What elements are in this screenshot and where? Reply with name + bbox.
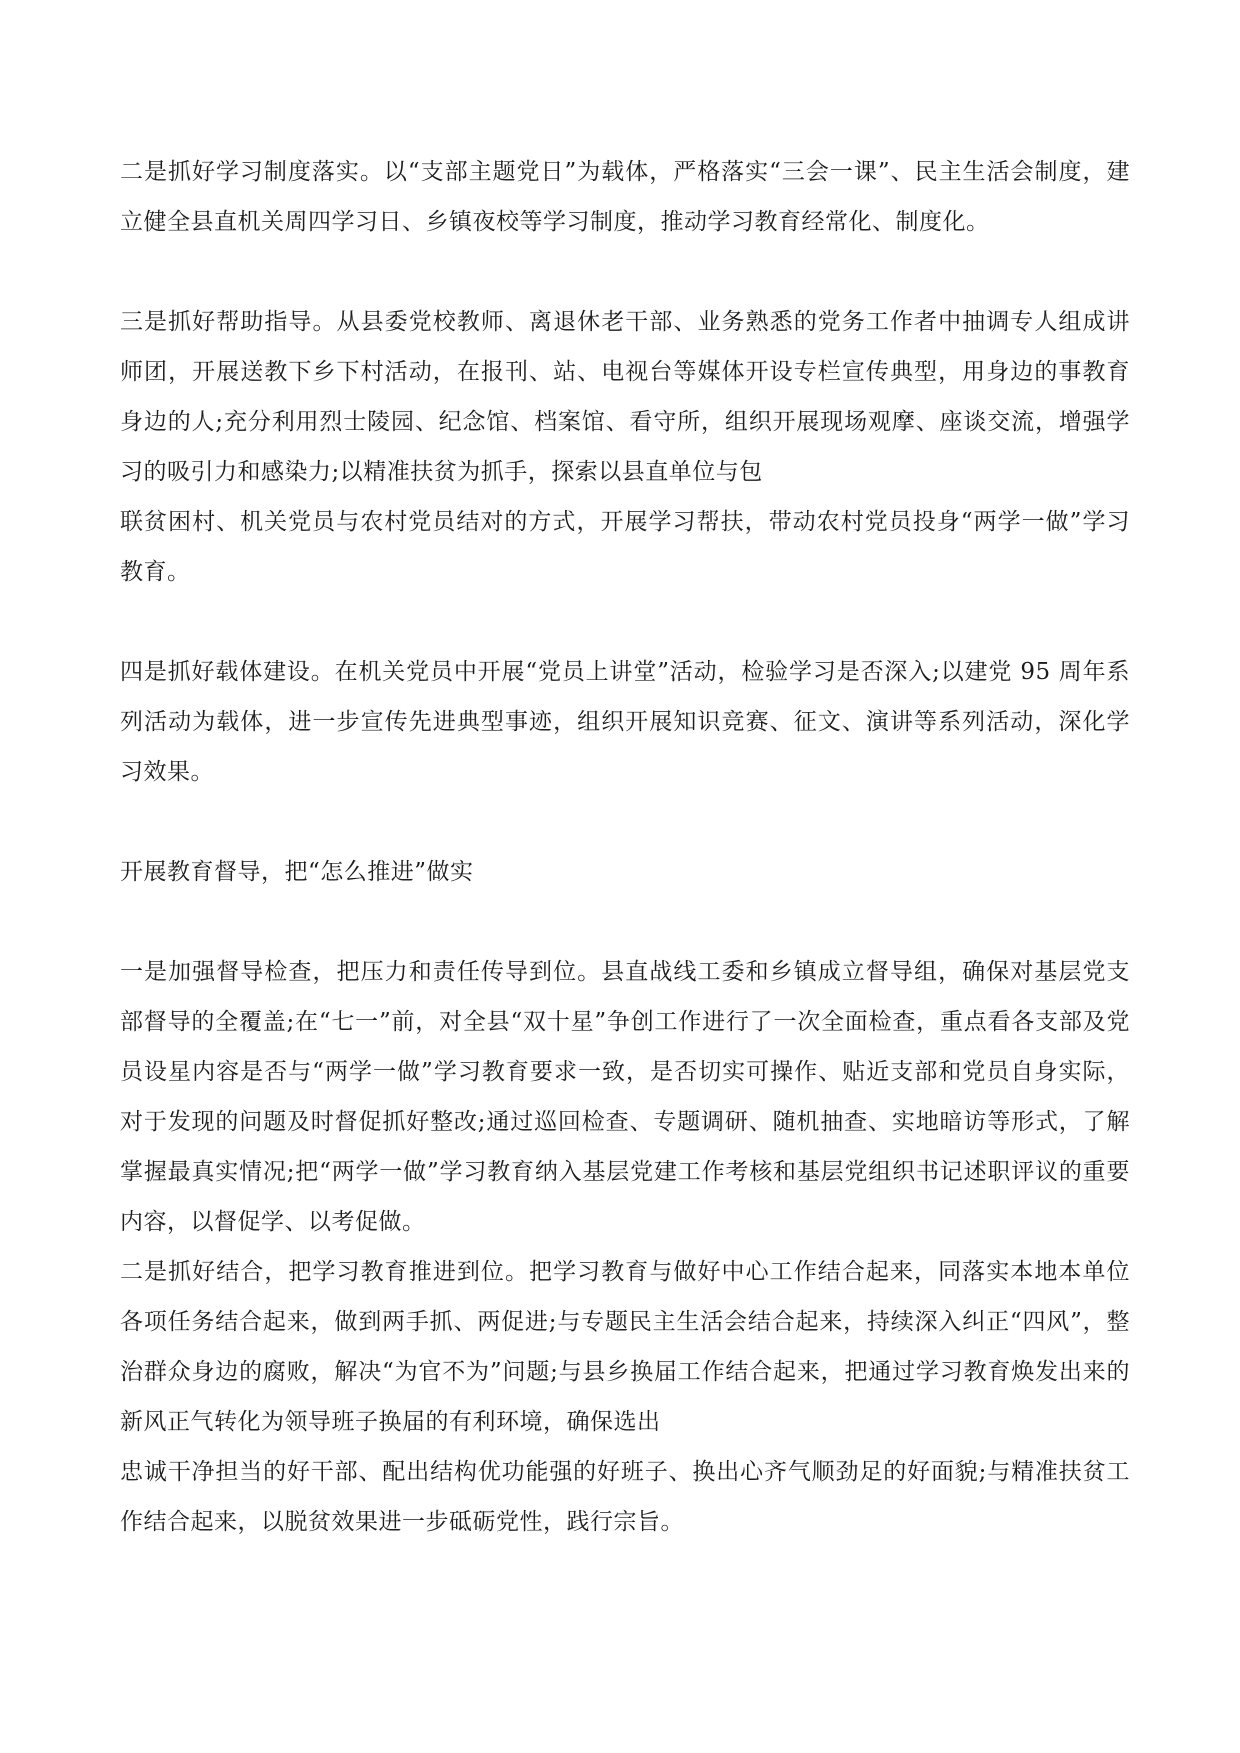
- paragraph-carrier-building: 四是抓好载体建设。在机关党员中开展“党员上讲堂”活动，检验学习是否深入;以建党 95 周年系列活动为载体，进一步宣传先进典型事迹，组织开展知识竞赛、征文、演讲等系列活动，深化学习效果。: [120, 659, 1130, 785]
- paragraph-integration-continued: 忠诚干净担当的好干部、配出结构优功能强的好班子、换出心齐气顺劲足的好面貌;与精准扶贫工作结合起来，以脱贫效果进一步砥砺党性，践行宗旨。: [120, 1459, 1130, 1535]
- paragraph-study-system: 二是抓好学习制度落实。以“支部主题党日”为载体，严格落实“三会一课”、民主生活会制度，建立健全县直机关周四学习日、乡镇夜校等学习制度，推动学习教育经常化、制度化。: [120, 159, 1130, 235]
- section-heading-supervision: 开展教育督导，把“怎么推进”做实: [120, 859, 474, 885]
- paragraph-inspection: 一是加强督导检查，把压力和责任传导到位。县直战线工委和乡镇成立督导组，确保对基层党支部督导的全覆盖;在“七一”前，对全县“双十星”争创工作进行了一次全面检查，重点看各支部及党员设星内容是否与“两学一做”学习教育要求一致，是否切实可操作、贴近支部和党员自身实际，对于发现的问题及时督促抓好整改;通过巡回检查、专题调研、随机抽查、实地暗访等形式，了解掌握最真实情况;把“两学一做”学习教育纳入基层党建工作考核和基层党组织书记述职评议的重要内容，以督促学、以考促做。: [120, 959, 1130, 1235]
- paragraph-guidance: 三是抓好帮助指导。从县委党校教师、离退休老干部、业务熟悉的党务工作者中抽调专人组成讲师团，开展送教下乡下村活动，在报刊、站、电视台等媒体开设专栏宣传典型，用身边的事教育身边的人;充分利用烈士陵园、纪念馆、档案馆、看守所，组织开展现场观摩、座谈交流，增强学习的吸引力和感染力;以精准扶贫为抓手，探索以县直单位与包: [120, 309, 1130, 485]
- paragraph-guidance-continued: 联贫困村、机关党员与农村党员结对的方式，开展学习帮扶，带动农村党员投身“两学一做”学习教育。: [120, 509, 1130, 585]
- paragraph-integration: 二是抓好结合，把学习教育推进到位。把学习教育与做好中心工作结合起来，同落实本地本单位各项任务结合起来，做到两手抓、两促进;与专题民主生活会结合起来，持续深入纠正“四风”，整治群众身边的腐败，解决“为官不为”问题;与县乡换届工作结合起来，把通过学习教育焕发出来的新风正气转化为领导班子换届的有利环境，确保选出: [120, 1259, 1130, 1435]
